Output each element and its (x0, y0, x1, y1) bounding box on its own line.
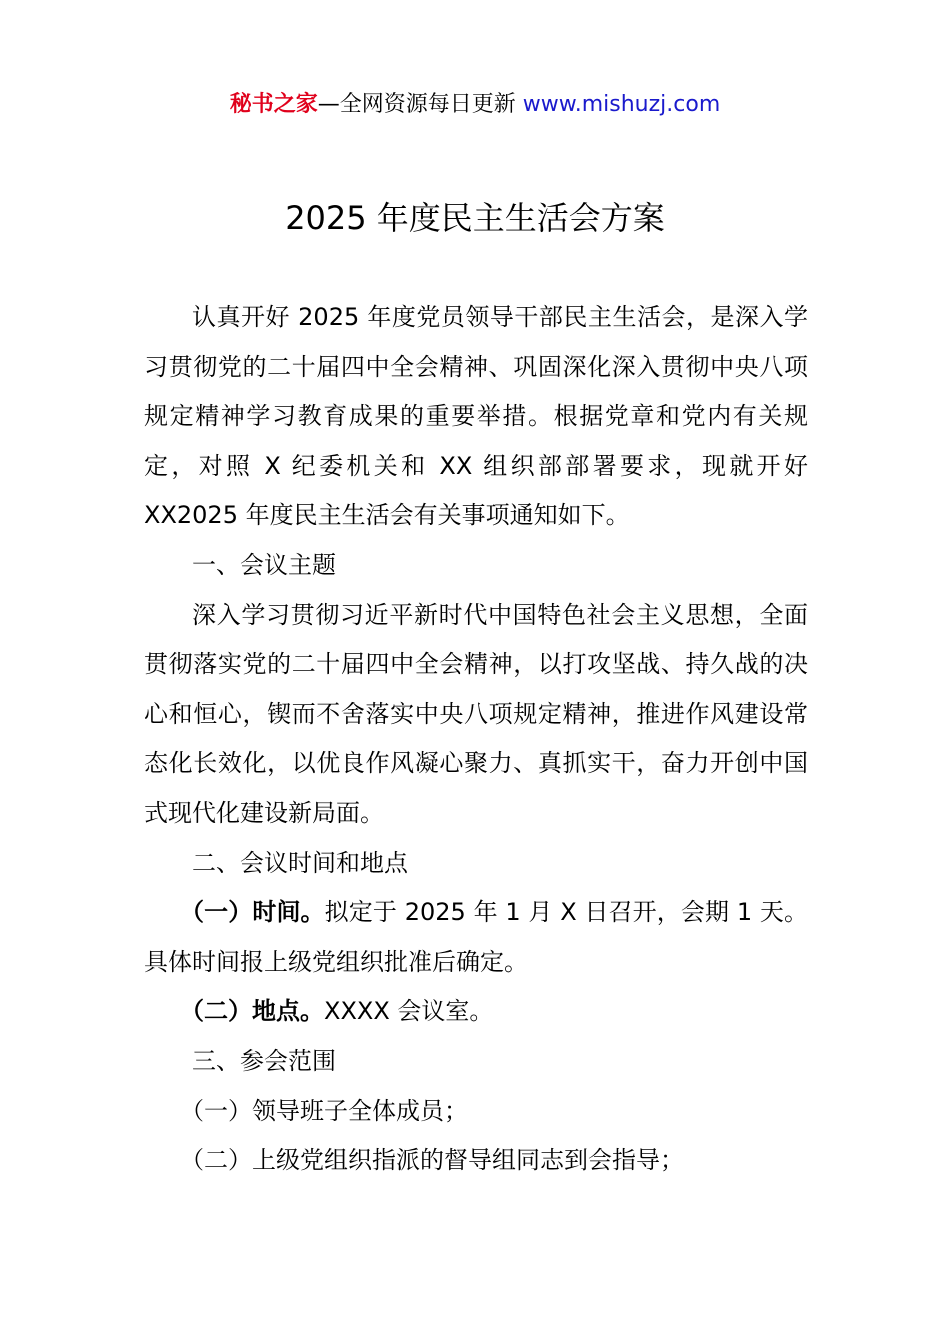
time-text: 拟定于 2025 年 1 月 X 日召开，会期 1 天。具体时间报上级党组织批准后确定。 (144, 898, 808, 976)
time-paragraph (144, 888, 808, 987)
document-title: 2025 年度民主生活会方案 (285, 199, 665, 237)
theme-paragraph: 深入学习贯彻习近平新时代中国特色社会主义思想，全面贯彻落实党的二十届四中全会精神，以打攻坚战、持久战的决心和恒心，锲而不舍落实中央八项规定精神，推进作风建设常态化长效化，以优良作风凝心聚力、真抓实干，奋力开创中国式现代化建设新局面。 (144, 600, 808, 827)
place-label: （二）地点。 (180, 997, 324, 1026)
brand-name: 秘书之家 (229, 92, 318, 117)
place-paragraph (144, 987, 808, 1037)
scope-item-2: （二）上级党组织指派的督导组同志到会指导； (180, 1146, 684, 1175)
scope-item-1: （一）领导班子全体成员； (180, 1096, 468, 1125)
section-heading-scope: 三、参会范围 (192, 1046, 336, 1075)
header-tagline: —全网资源每日更新 (317, 92, 523, 117)
section-heading-time-place: 二、会议时间和地点 (192, 848, 408, 877)
section-heading-theme: 一、会议主题 (192, 550, 336, 579)
document-body (144, 293, 808, 1186)
place-text: XXXX 会议室。 (324, 997, 494, 1026)
intro-paragraph: 认真开好 2025 年度党员领导干部民主生活会，是深入学习贯彻党的二十届四中全会精神、巩固深化深入贯彻中央八项规定精神学习教育成果的重要举措。根据党章和党内有关规定，对照 X 纪委机关和 XX 组织部部署要求，现就开好 XX2025 年度民主生活会有关事项通知如下。 (144, 303, 808, 530)
site-url-link[interactable]: www.mishuzj.com (522, 92, 721, 117)
site-header (0, 88, 950, 122)
time-label: （一）时间。 (180, 898, 325, 927)
